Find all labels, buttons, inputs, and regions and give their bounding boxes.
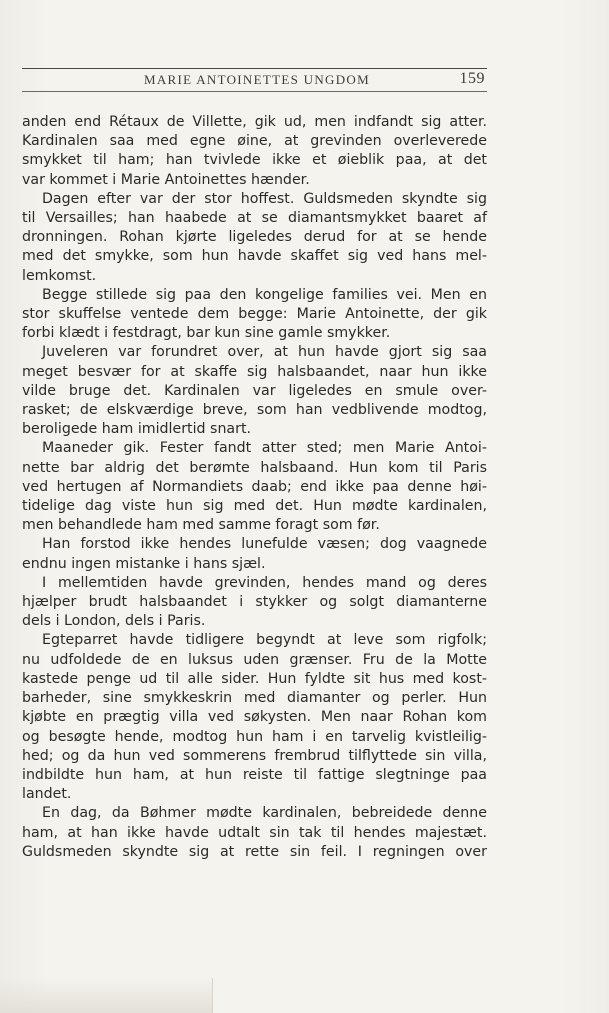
- running-head: MARIE ANTOINETTES UNGDOM: [144, 72, 370, 87]
- body-text: [22, 113, 487, 862]
- text-line: Maaneder gik. Fester fandt atter sted; men Marie Antoi-: [42, 440, 487, 457]
- text-line: indbildte hun ham, at hun reiste til fattige slegtninge paa: [22, 766, 487, 783]
- text-line: var kommet i Marie Antoinettes hænder.: [22, 171, 310, 188]
- text-line: vilde bruge det. Kardinalen var ligeledes en smule over-: [22, 382, 487, 399]
- text-line: kastede penge ud til alle sider. Hun fyldte sit hus med kost-: [22, 670, 487, 687]
- text-line: nette bar aldrig det berømte halsbaand. Hun kom til Paris: [22, 459, 487, 476]
- text-line: Kardinalen saa med egne øine, at grevinden overleverede: [22, 133, 487, 150]
- text-line: barheder, sine smykkeskrin med diamanter og perler. Hun: [22, 690, 487, 707]
- text-line: dronningen. Rohan kjørte ligeledes derud for at se hende: [22, 229, 487, 246]
- text-line: Juveleren var forundret over, at hun havde gjort sig saa: [42, 344, 487, 361]
- text-line: med det smykke, som hun havde skaffet sig ved hans mel-: [22, 248, 487, 265]
- text-line: ved hertugen af Normandiets daab; end ikke paa denne høi-: [22, 478, 487, 495]
- text-line: anden end Rétaux de Villette, gik ud, men indfandt sig atter.: [22, 114, 487, 130]
- text-line: En dag, da Bøhmer mødte kardinalen, bebreidede denne: [42, 805, 487, 822]
- text-line: smykket til ham; han tvivlede ikke et øieblik paa, at det: [22, 152, 487, 169]
- text-line: nu udfoldede de en luksus uden grænser. Fru de la Motte: [22, 651, 487, 668]
- text-line: Dagen efter var der stor hoffest. Guldsmeden skyndte sig: [42, 190, 487, 207]
- text-line: tidelige dag viste hun sig med det. Hun mødte kardinalen,: [22, 498, 487, 515]
- text-line: I mellemtiden havde grevinden, hendes mand og deres: [42, 574, 487, 591]
- text-line: stor skuffelse ventede dem begge: Marie Antoinette, der gik: [22, 306, 487, 323]
- text-line: til Versailles; han haabede at se diamantsmykket baaret af: [22, 210, 487, 227]
- text-line: hjælper brudt halsbaandet i stykker og solgt diamanterne: [22, 594, 487, 611]
- text-line: Begge stillede sig paa den kongelige families vei. Men en: [42, 286, 487, 303]
- text-line: beroligede ham imidlertid snart.: [22, 421, 252, 438]
- page-edge-shadow: [0, 978, 213, 1013]
- text-line: ham, at han ikke havde udtalt sin tak til hendes majestæt.: [22, 824, 487, 841]
- text-line: meget besvær for at skaffe sig halsbaandet, naar hun ikke: [22, 363, 487, 380]
- page-number: 159: [459, 70, 485, 87]
- text-line: Egteparret havde tidligere begyndt at leve som rigfolk;: [42, 632, 487, 649]
- text-line: landet.: [22, 786, 72, 803]
- text-line: Guldsmeden skyndte sig at rette sin feil. I regningen over: [22, 843, 487, 860]
- text-line: hed; og da hun ved sommerens frembrud tilflyttede sin villa,: [22, 747, 487, 764]
- text-line: lemkomst.: [22, 267, 97, 284]
- text-line: dels i London, dels i Paris.: [22, 613, 206, 630]
- text-line: endnu ingen mistanke i hans sjæl.: [22, 555, 266, 572]
- text-line: men behandlede ham med samme foragt som før.: [22, 517, 380, 534]
- text-line: rasket; de elskværdige breve, som han vedblivende modtog,: [22, 402, 487, 419]
- text-line: kjøbte en prægtig villa ved søkysten. Men naar Rohan kom: [22, 709, 487, 726]
- text-line: Han forstod ikke hendes lunefulde væsen; dog vaagnede: [42, 536, 487, 553]
- page-header: [22, 68, 487, 92]
- text-line: forbi klædt i festdragt, bar kun sine gamle smykker.: [22, 325, 391, 342]
- text-line: og besøgte hende, modtog hun ham i en tarvelig kvistleilig-: [22, 728, 487, 745]
